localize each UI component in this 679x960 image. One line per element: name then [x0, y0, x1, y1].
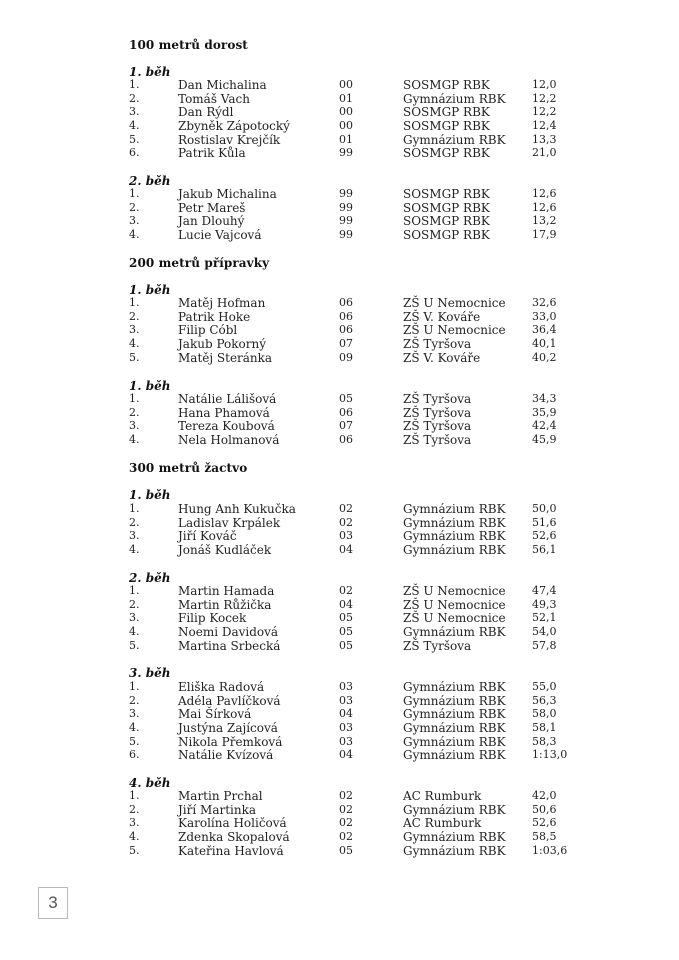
result-time: 49,3: [532, 597, 557, 611]
result-row: [0, 201, 679, 215]
result-year: 02: [339, 816, 353, 830]
result-rank: 3.: [129, 611, 140, 625]
result-year: 06: [339, 296, 353, 309]
result-rank: 1.: [129, 392, 140, 405]
result-club: SOSMGP RBK: [403, 187, 490, 201]
result-row: [0, 598, 679, 612]
result-rank: 6.: [129, 748, 140, 762]
result-name: Tomáš Vach: [178, 91, 250, 106]
result-club: Gymnázium RBK: [403, 91, 506, 106]
result-time: 55,0: [532, 680, 557, 693]
result-row: [0, 529, 679, 543]
result-name: Natálie Lálišová: [178, 392, 277, 406]
result-rank: 5.: [129, 132, 140, 146]
result-year: 04: [339, 542, 353, 556]
result-year: 03: [339, 734, 353, 748]
result-row: [0, 419, 679, 433]
result-year: 04: [339, 707, 353, 721]
result-club: Gymnázium RBK: [403, 132, 506, 147]
result-year: 05: [339, 392, 353, 405]
result-club: Gymnázium RBK: [403, 693, 506, 708]
result-name: Adéla Pavlíčková: [178, 693, 281, 708]
result-year: 04: [339, 597, 353, 611]
result-club: Gymnázium RBK: [403, 502, 506, 516]
result-name: Filip Kocek: [178, 611, 247, 626]
result-year: 01: [339, 132, 353, 146]
result-rank: 3.: [129, 419, 140, 433]
result-row: [0, 748, 679, 762]
result-name: Jan Dlouhý: [178, 214, 245, 229]
result-name: Patrik Hoke: [178, 309, 251, 324]
result-club: ZŠ U Nemocnice: [403, 584, 506, 598]
result-time: 51,6: [532, 515, 557, 529]
result-name: Ladislav Krpálek: [178, 515, 281, 530]
result-row: [0, 639, 679, 653]
result-rank: 4.: [129, 624, 140, 638]
result-name: Dan Rýdl: [178, 105, 234, 120]
result-row: [0, 433, 679, 447]
result-name: Matěj Steránka: [178, 350, 273, 365]
result-rank: 4.: [129, 118, 140, 132]
result-rank: 1.: [129, 78, 140, 91]
result-row: [0, 816, 679, 830]
result-name: Kateřina Havlová: [178, 843, 284, 858]
result-name: Martin Růžička: [178, 597, 272, 612]
result-name: Jakub Michalina: [178, 187, 277, 201]
result-club: Gymnázium RBK: [403, 542, 506, 557]
result-time: 13,2: [532, 214, 557, 228]
result-time: 42,0: [532, 789, 557, 802]
result-time: 13,3: [532, 132, 557, 146]
result-row: [0, 830, 679, 844]
result-club: Gymnázium RBK: [403, 748, 506, 763]
result-club: ZŠ U Nemocnice: [403, 296, 506, 310]
result-row: [0, 337, 679, 351]
result-year: 99: [339, 200, 353, 214]
result-name: Eliška Radová: [178, 680, 265, 694]
result-name: Mai Šírková: [178, 707, 252, 722]
result-name: Lucie Vajcová: [178, 227, 262, 242]
result-club: Gymnázium RBK: [403, 680, 506, 694]
result-club: Gymnázium RBK: [403, 624, 506, 639]
result-row: [0, 406, 679, 420]
result-time: 21,0: [532, 146, 557, 160]
result-row: [0, 310, 679, 324]
result-time: 1:03,6: [532, 843, 568, 857]
result-club: ZŠ Tyršova: [403, 336, 472, 351]
section-title: 100 metrů dorost: [129, 38, 248, 52]
result-year: 99: [339, 214, 353, 228]
result-club: ZŠ Tyršova: [403, 392, 472, 406]
result-club: Gymnázium RBK: [403, 515, 506, 530]
result-club: ZŠ V. Kováře: [403, 350, 481, 365]
result-club: SOSMGP RBK: [403, 78, 490, 92]
heat-label: 3. běh: [129, 666, 171, 680]
result-year: 02: [339, 515, 353, 529]
result-name: Nikola Přemková: [178, 734, 283, 749]
result-row: [0, 214, 679, 228]
result-rank: 3.: [129, 529, 140, 543]
result-name: Jonáš Kudláček: [178, 542, 272, 557]
heat-label: 1. běh: [129, 488, 171, 502]
result-club: Gymnázium RBK: [403, 707, 506, 722]
result-name: Noemi Davidová: [178, 624, 279, 639]
result-time: 54,0: [532, 624, 557, 638]
result-time: 52,1: [532, 611, 557, 625]
result-rank: 3.: [129, 214, 140, 228]
result-time: 58,5: [532, 829, 557, 843]
result-rank: 1.: [129, 187, 140, 200]
result-row: [0, 187, 679, 201]
result-name: Filip Cóbl: [178, 323, 238, 338]
section-title: 200 metrů přípravky: [129, 256, 270, 270]
result-name: Martina Srbecká: [178, 638, 281, 653]
result-row: [0, 351, 679, 365]
result-time: 36,4: [532, 323, 557, 337]
result-club: ZŠ V. Kováře: [403, 309, 481, 324]
result-row: [0, 844, 679, 858]
result-row: [0, 625, 679, 639]
result-row: [0, 694, 679, 708]
result-name: Petr Mareš: [178, 200, 246, 215]
result-time: 50,0: [532, 502, 557, 515]
result-time: 12,4: [532, 118, 557, 132]
result-time: 57,8: [532, 638, 557, 652]
result-rank: 4.: [129, 829, 140, 843]
result-rank: 4.: [129, 432, 140, 446]
result-row: [0, 721, 679, 735]
result-rank: 2.: [129, 200, 140, 214]
result-club: ZŠ Tyršova: [403, 432, 472, 447]
result-row: [0, 105, 679, 119]
result-rank: 4.: [129, 720, 140, 734]
result-time: 12,0: [532, 78, 557, 91]
result-rank: 2.: [129, 91, 140, 105]
result-year: 05: [339, 624, 353, 638]
result-club: ZŠ Tyršova: [403, 638, 472, 653]
result-name: Zdenka Skopalová: [178, 829, 290, 844]
result-name: Jakub Pokorný: [178, 336, 267, 351]
result-name: Tereza Koubová: [178, 419, 275, 434]
result-row: [0, 789, 679, 803]
result-rank: 2.: [129, 405, 140, 419]
result-row: [0, 296, 679, 310]
result-rank: 2.: [129, 515, 140, 529]
result-club: SOSMGP RBK: [403, 105, 490, 120]
result-club: Gymnázium RBK: [403, 802, 506, 817]
result-time: 47,4: [532, 584, 557, 597]
result-rank: 4.: [129, 227, 140, 241]
result-row: [0, 680, 679, 694]
result-name: Martin Hamada: [178, 584, 275, 598]
result-time: 32,6: [532, 296, 557, 309]
heat-label: 1. běh: [129, 379, 171, 393]
result-time: 45,9: [532, 432, 557, 446]
result-rank: 1.: [129, 680, 140, 693]
heat-label: 1. běh: [129, 65, 171, 79]
result-name: Rostislav Krejčík: [178, 132, 281, 147]
result-club: ZŠ Tyršova: [403, 405, 472, 420]
result-time: 56,1: [532, 542, 557, 556]
result-club: ZŠ Tyršova: [403, 419, 472, 434]
result-club: Gymnázium RBK: [403, 734, 506, 749]
result-year: 99: [339, 187, 353, 200]
result-time: 34,3: [532, 392, 557, 405]
result-name: Matěj Hofman: [178, 296, 266, 310]
result-name: Dan Michalina: [178, 78, 267, 92]
page-number: 3: [38, 887, 68, 919]
result-year: 03: [339, 693, 353, 707]
result-time: 35,9: [532, 405, 557, 419]
result-club: SOSMGP RBK: [403, 200, 490, 215]
result-time: 56,3: [532, 693, 557, 707]
result-year: 00: [339, 118, 353, 132]
result-row: [0, 502, 679, 516]
result-club: Gymnázium RBK: [403, 720, 506, 735]
result-time: 12,2: [532, 105, 557, 119]
result-year: 06: [339, 432, 353, 446]
result-name: Karolína Holičová: [178, 816, 287, 831]
result-year: 05: [339, 611, 353, 625]
result-year: 05: [339, 843, 353, 857]
result-year: 05: [339, 638, 353, 652]
section-title: 300 metrů žactvo: [129, 461, 248, 475]
result-row: [0, 516, 679, 530]
result-name: Natálie Kvízová: [178, 748, 274, 763]
result-rank: 2.: [129, 802, 140, 816]
result-row: [0, 228, 679, 242]
result-time: 58,1: [532, 720, 557, 734]
result-club: SOSMGP RBK: [403, 146, 490, 161]
result-club: Gymnázium RBK: [403, 529, 506, 544]
result-time: 12,6: [532, 187, 557, 200]
result-rank: 5.: [129, 350, 140, 364]
result-row: [0, 735, 679, 749]
result-year: 00: [339, 78, 353, 91]
result-rank: 3.: [129, 707, 140, 721]
result-time: 12,6: [532, 200, 557, 214]
result-rank: 3.: [129, 105, 140, 119]
result-club: AC Rumburk: [403, 816, 482, 831]
result-time: 40,2: [532, 350, 557, 364]
result-year: 02: [339, 502, 353, 515]
result-name: Hana Phamová: [178, 405, 270, 420]
result-year: 99: [339, 227, 353, 241]
result-name: Jiří Kováč: [178, 529, 237, 544]
result-year: 03: [339, 720, 353, 734]
result-time: 40,1: [532, 336, 557, 350]
result-club: ZŠ U Nemocnice: [403, 323, 506, 338]
result-time: 17,9: [532, 227, 557, 241]
result-time: 1:13,0: [532, 748, 568, 762]
result-rank: 6.: [129, 146, 140, 160]
result-rank: 1.: [129, 789, 140, 802]
result-year: 09: [339, 350, 353, 364]
result-rank: 5.: [129, 638, 140, 652]
result-name: Jiří Martinka: [178, 802, 257, 817]
result-row: [0, 78, 679, 92]
result-year: 06: [339, 309, 353, 323]
result-club: SOSMGP RBK: [403, 227, 490, 242]
heat-label: 4. běh: [129, 776, 171, 790]
result-time: 52,6: [532, 816, 557, 830]
result-rank: 3.: [129, 816, 140, 830]
result-row: [0, 92, 679, 106]
result-name: Hung Anh Kukučka: [178, 502, 296, 516]
result-name: Justýna Zajícová: [178, 720, 278, 735]
result-row: [0, 611, 679, 625]
result-year: 07: [339, 336, 353, 350]
result-rank: 5.: [129, 734, 140, 748]
result-club: AC Rumburk: [403, 789, 482, 803]
result-club: Gymnázium RBK: [403, 843, 506, 858]
result-time: 50,6: [532, 802, 557, 816]
heat-label: 2. běh: [129, 174, 171, 188]
result-row: [0, 584, 679, 598]
result-year: 02: [339, 802, 353, 816]
result-rank: 2.: [129, 597, 140, 611]
result-time: 52,6: [532, 529, 557, 543]
result-time: 12,2: [532, 91, 557, 105]
result-time: 58,0: [532, 707, 557, 721]
heat-label: 2. běh: [129, 571, 171, 585]
result-row: [0, 323, 679, 337]
result-rank: 2.: [129, 309, 140, 323]
result-year: 06: [339, 405, 353, 419]
result-time: 58,3: [532, 734, 557, 748]
result-rank: 3.: [129, 323, 140, 337]
result-club: SOSMGP RBK: [403, 118, 490, 133]
result-year: 03: [339, 680, 353, 693]
result-club: ZŠ U Nemocnice: [403, 611, 506, 626]
result-year: 01: [339, 91, 353, 105]
result-name: Patrik Kůla: [178, 146, 246, 161]
result-club: Gymnázium RBK: [403, 829, 506, 844]
result-year: 02: [339, 829, 353, 843]
result-time: 33,0: [532, 309, 557, 323]
result-rank: 1.: [129, 584, 140, 597]
result-rank: 2.: [129, 693, 140, 707]
result-rank: 4.: [129, 542, 140, 556]
result-name: Nela Holmanová: [178, 432, 280, 447]
result-club: SOSMGP RBK: [403, 214, 490, 229]
result-row: [0, 119, 679, 133]
result-club: ZŠ U Nemocnice: [403, 597, 506, 612]
result-year: 02: [339, 789, 353, 802]
result-year: 00: [339, 105, 353, 119]
result-name: Zbyněk Zápotocký: [178, 118, 290, 133]
result-rank: 4.: [129, 336, 140, 350]
result-row: [0, 392, 679, 406]
result-year: 02: [339, 584, 353, 597]
heat-label: 1. běh: [129, 283, 171, 297]
result-row: [0, 133, 679, 147]
result-rank: 1.: [129, 296, 140, 309]
result-name: Martin Prchal: [178, 789, 263, 803]
result-row: [0, 146, 679, 160]
result-year: 04: [339, 748, 353, 762]
result-row: [0, 707, 679, 721]
result-time: 42,4: [532, 419, 557, 433]
result-year: 99: [339, 146, 353, 160]
result-row: [0, 543, 679, 557]
result-year: 07: [339, 419, 353, 433]
result-row: [0, 803, 679, 817]
result-rank: 5.: [129, 843, 140, 857]
result-rank: 1.: [129, 502, 140, 515]
result-year: 06: [339, 323, 353, 337]
result-year: 03: [339, 529, 353, 543]
